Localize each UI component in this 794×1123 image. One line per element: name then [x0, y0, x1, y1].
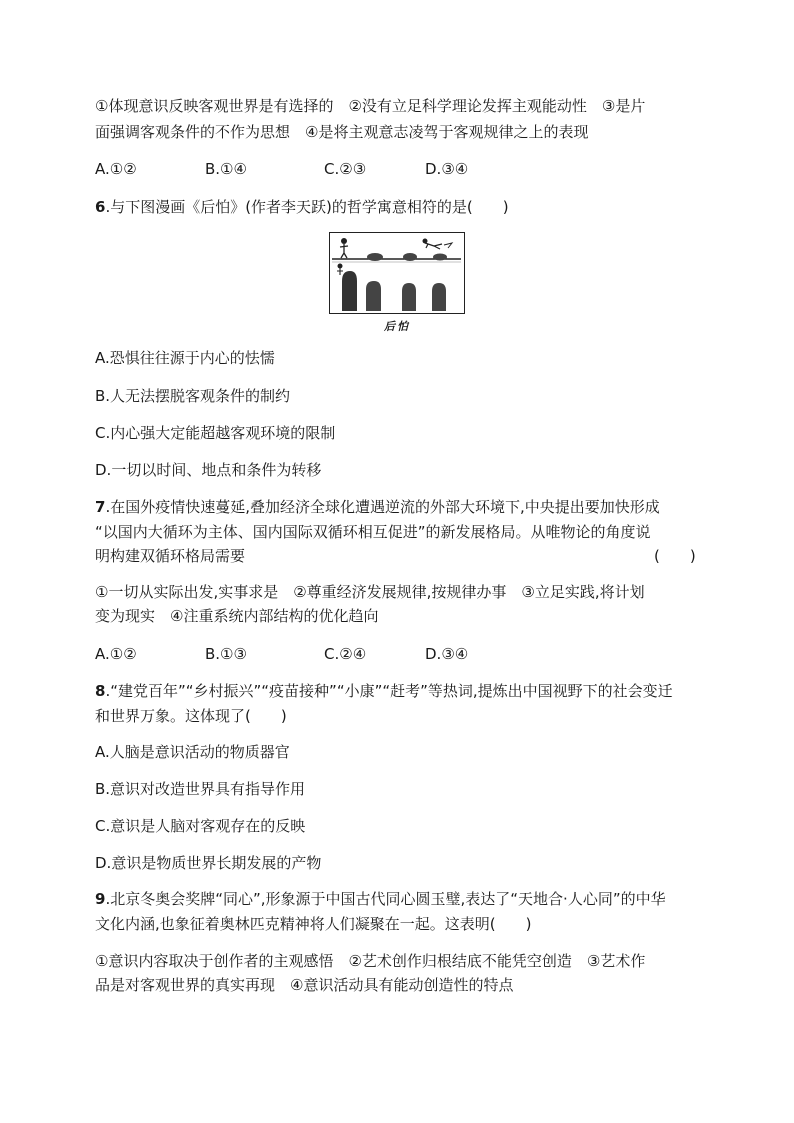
- q8-option-a[interactable]: A.人脑是意识活动的物质器官: [95, 743, 290, 761]
- q5-option-b[interactable]: B.①④: [205, 160, 247, 178]
- q9-number: 9: [95, 890, 106, 908]
- q8-stem-text1: .“建党百年”“乡村振兴”“疫苗接种”“小康”“赶考”等热词,提炼出中国视野下的社会变迁: [105, 682, 673, 700]
- q6-stem-text: .与下图漫画《后怕》(作者李天跃)的哲学寓意相符的是( ): [105, 198, 509, 216]
- q6-option-c[interactable]: C.内心强大定能超越客观环境的限制: [95, 424, 336, 442]
- q8-number: 8: [95, 682, 106, 700]
- cartoon-figure: [329, 232, 465, 314]
- cartoon-illustration: [330, 233, 463, 312]
- q9-stem-line1: [95, 888, 666, 910]
- q7-option-c[interactable]: C.②④: [324, 645, 367, 663]
- q7-answer-paren[interactable]: ( ): [654, 547, 696, 565]
- q6-option-d[interactable]: D.一切以时间、地点和条件为转移: [95, 461, 322, 479]
- q6-option-a[interactable]: A.恐惧往往源于内心的怯懦: [95, 349, 275, 367]
- q8-option-c[interactable]: C.意识是人脑对客观存在的反映: [95, 817, 306, 835]
- q6-option-b[interactable]: B.人无法摆脱客观条件的制约: [95, 387, 291, 405]
- q9-stem-line2: 文化内涵,也象征着奥林匹克精神将人们凝聚在一起。这表明( ): [95, 915, 532, 933]
- q7-number: 7: [95, 498, 106, 516]
- q7-stem-text1: .在国外疫情快速蔓延,叠加经济全球化遭遇逆流的外部大环境下,中央提出要加快形成: [105, 498, 660, 516]
- q5-option-d[interactable]: D.③④: [425, 160, 469, 178]
- q7-option-d[interactable]: D.③④: [425, 645, 469, 663]
- q6-stem: [95, 196, 509, 218]
- q7-option-b[interactable]: B.①③: [205, 645, 247, 663]
- q5-option-a[interactable]: A.①②: [95, 160, 137, 178]
- q7-statement-line2: 变为现实 ④注重系统内部结构的优化趋向: [95, 607, 379, 625]
- q7-statement-line1: ①一切从实际出发,实事求是 ②尊重经济发展规律,按规律办事 ③立足实践,将计划: [95, 583, 645, 601]
- q5-option-c[interactable]: C.②③: [324, 160, 367, 178]
- q8-stem-line1: [95, 680, 673, 702]
- q9-stem-text1: .北京冬奥会奖牌“同心”,形象源于中国古代同心圆玉璧,表达了“天地合·人心同”的中华: [105, 890, 666, 908]
- q8-option-d[interactable]: D.意识是物质世界长期发展的产物: [95, 854, 322, 872]
- q7-stem-line3: 明构建双循环格局需要: [95, 547, 246, 565]
- q7-stem-line1: [95, 496, 660, 518]
- cartoon-caption: 后怕: [384, 320, 410, 333]
- q5-statement-line2: 面强调客观条件的不作为思想 ④是将主观意志凌驾于客观规律之上的表现: [95, 123, 589, 141]
- q6-number: 6: [95, 198, 106, 216]
- q8-option-b[interactable]: B.意识对改造世界具有指导作用: [95, 780, 306, 798]
- q9-statement-line1: ①意识内容取决于创作者的主观感悟 ②艺术创作归根结底不能凭空创造 ③艺术作: [95, 952, 646, 970]
- q7-stem-line2: “以国内大循环为主体、国内国际双循环相互促进”的新发展格局。从唯物论的角度说: [95, 523, 651, 541]
- q7-option-a[interactable]: A.①②: [95, 645, 137, 663]
- q8-stem-line2: 和世界万象。这体现了( ): [95, 707, 287, 725]
- q5-statement-line1: ①体现意识反映客观世界是有选择的 ②没有立足科学理论发挥主观能动性 ③是片: [95, 97, 646, 115]
- q9-statement-line2: 品是对客观世界的真实再现 ④意识活动具有能动创造性的特点: [95, 976, 514, 994]
